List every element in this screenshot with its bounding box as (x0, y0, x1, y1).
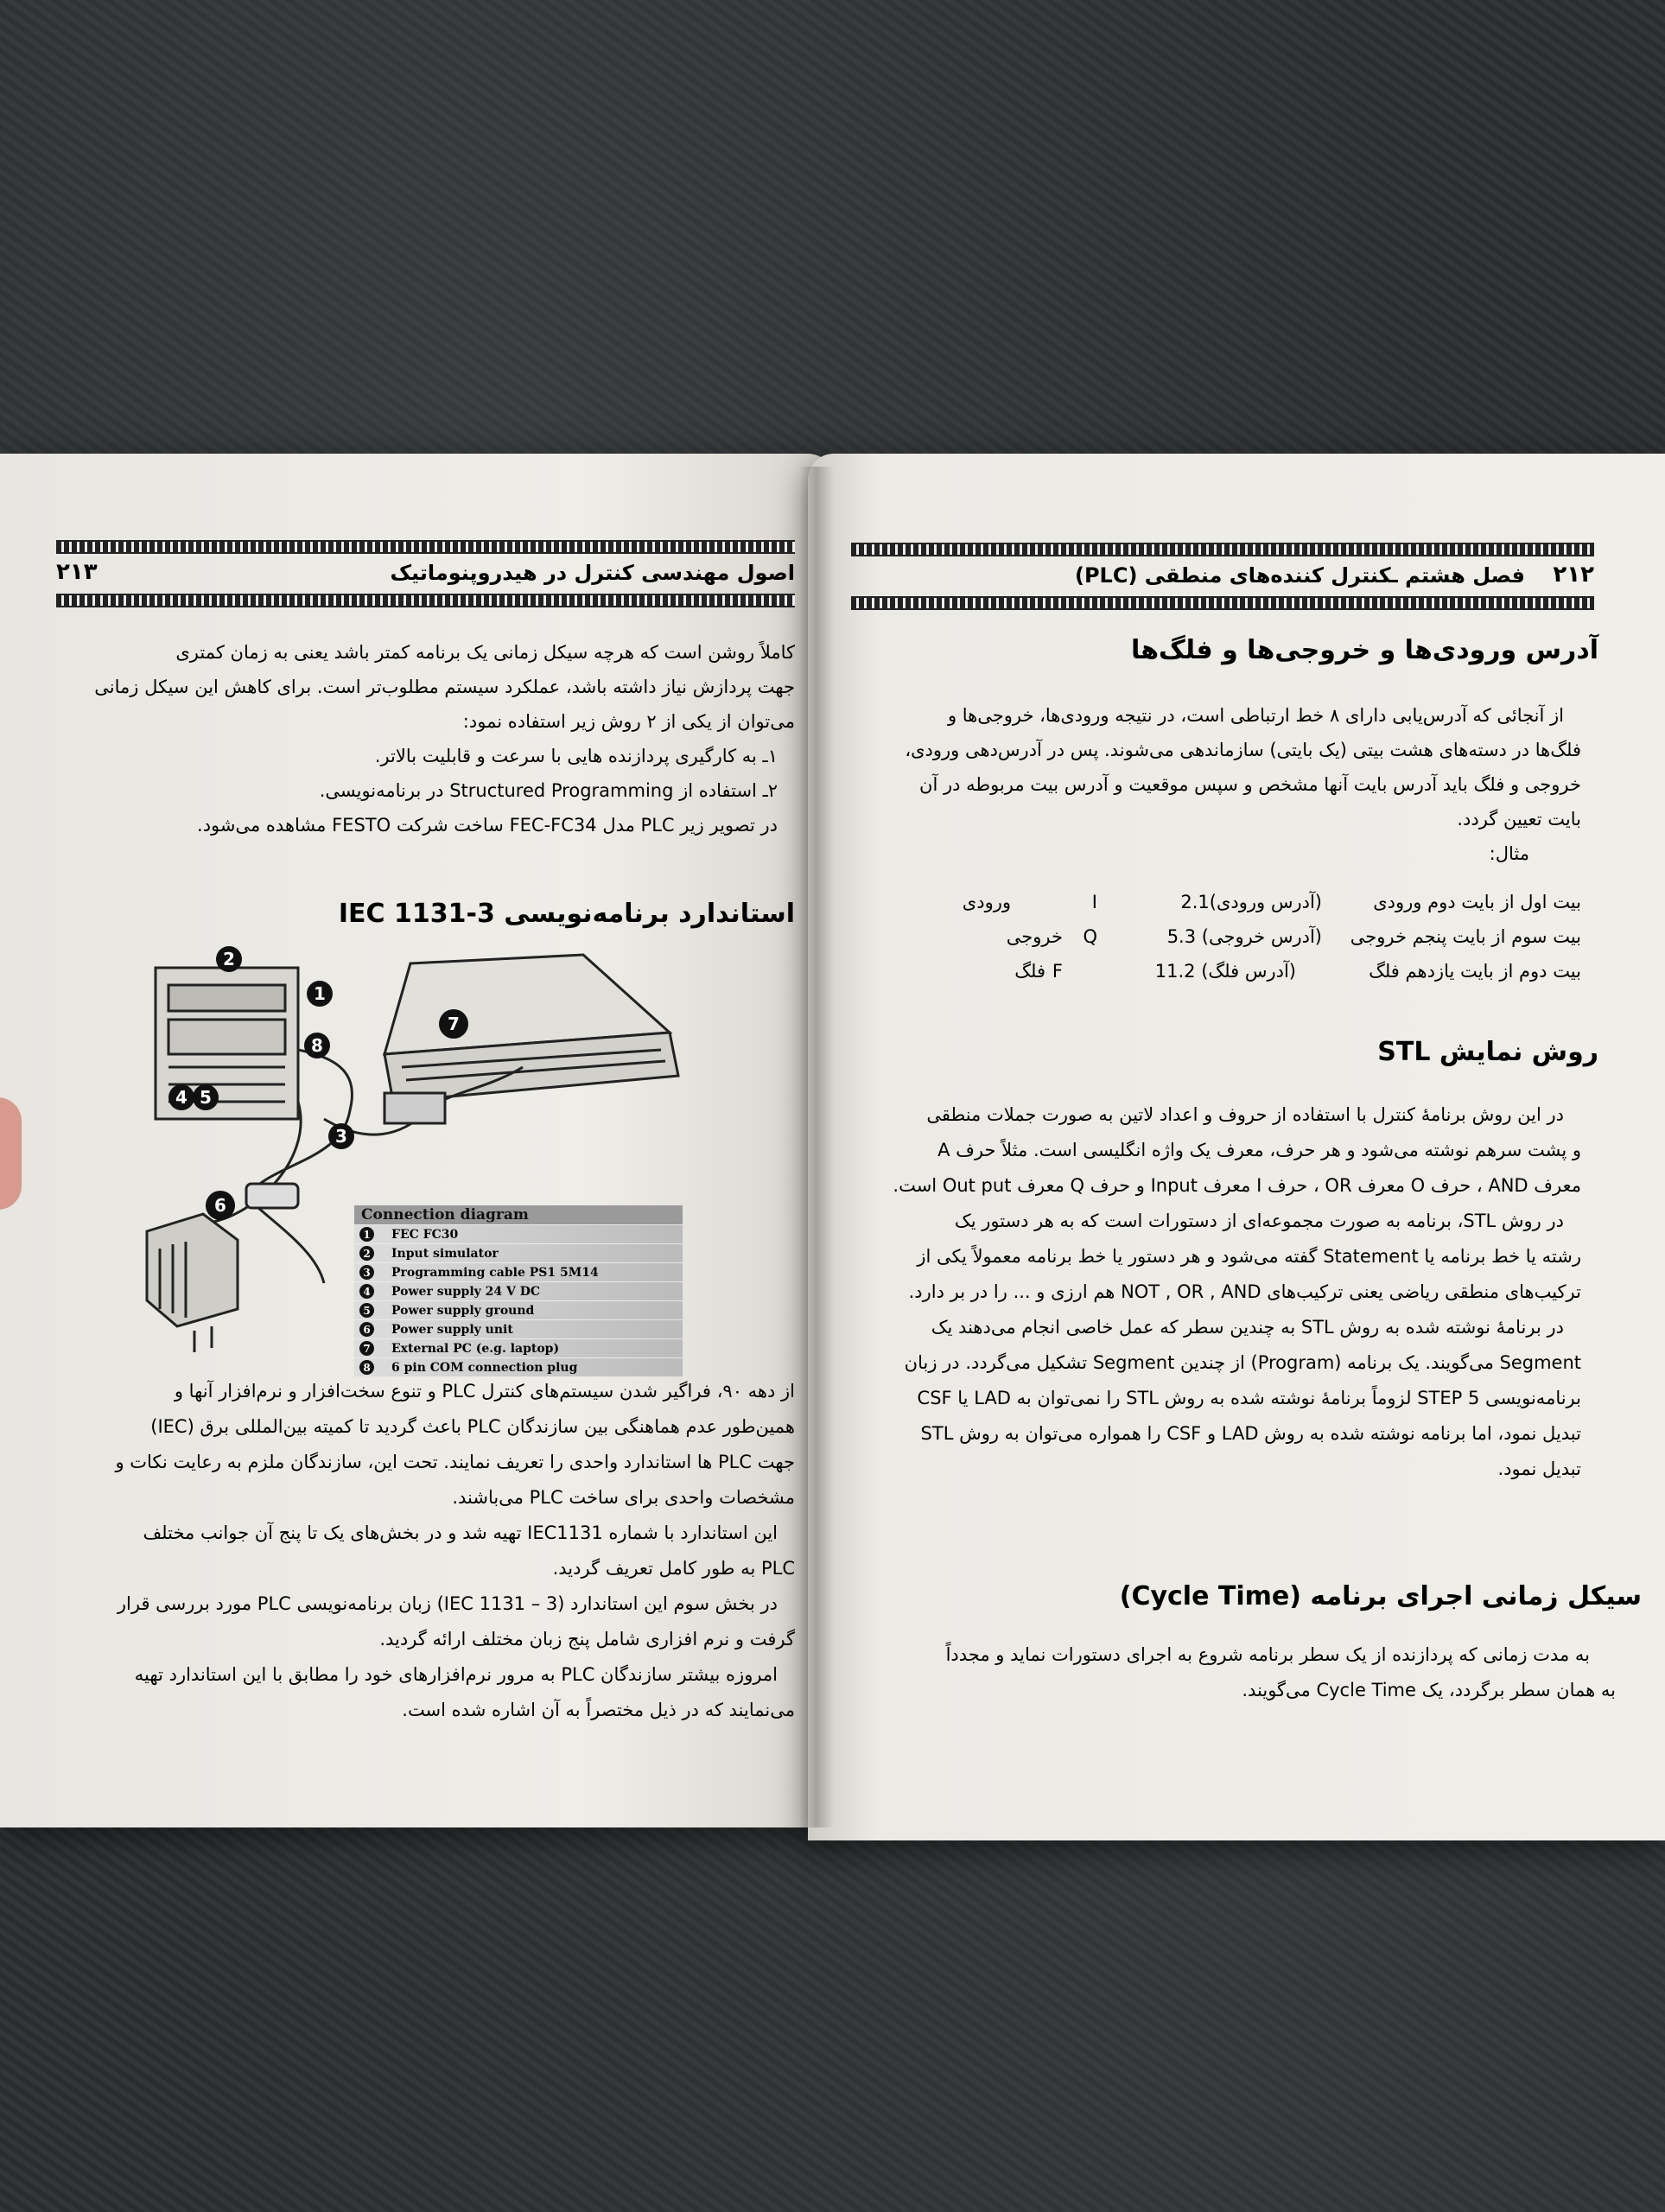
legend-title: Connection diagram (354, 1205, 683, 1224)
text-line: به مدت زمانی که پردازنده از یک سطر برنامه شروع به اجرای دستورات نماید و مجدداً (945, 1644, 1590, 1665)
text-line: در برنامهٔ نوشته شده به روش STL به چندین سطر که عمل خاصی انجام می‌دهند یک (931, 1317, 1564, 1338)
callout-5: 5 (200, 1087, 212, 1108)
text-line: همین‌طور عدم هماهنگی بین سازندگان PLC باعث گردید تا کمیته بین‌المللی برق (IEC) (150, 1416, 795, 1437)
callout-4: 4 (175, 1087, 187, 1108)
left-section-title: استاندارد برنامه‌نویسی IEC 1131-3 (338, 899, 795, 929)
address-examples (864, 892, 1581, 1004)
left-intro (56, 635, 795, 842)
text-line: معرف AND ، حرف O معرف OR ، حرف I معرف Input و حرف Q معرف Out put است. (893, 1175, 1581, 1196)
text-line: کاملاً روشن است که هرچه سیکل زمانی یک برنامه کمتر باشد یعنی به زمان کمتری (175, 642, 795, 663)
text-line: ۲ـ استفاده از Structured Programming در برنامه‌نویسی. (319, 780, 778, 801)
example-code: I (1091, 892, 1097, 912)
section1-title: آدرس ورودی‌ها و خروجی‌ها و فلگ‌ها (1130, 635, 1598, 665)
text-line: Segment می‌گویند. یک برنامه (Program) از چندین Segment تشکیل می‌گردد. در زبان (904, 1352, 1581, 1373)
example-address: (آدرس ورودی)2.1 (1180, 892, 1322, 912)
text-line: PLC به طور کامل تعریف گردید. (552, 1558, 795, 1579)
callout-2: 2 (223, 949, 235, 969)
left-body (56, 1374, 795, 1728)
section2-title: روش نمایش STL (1377, 1037, 1598, 1067)
legend-item: 6 Power supply unit (354, 1320, 683, 1338)
callout-3: 3 (335, 1126, 347, 1147)
text-line: و پشت سرهم نوشته می‌شود و هر حرف، معرف یک واژه انگلیسی است. مثلاً حرف A (937, 1140, 1581, 1160)
callout-7: 7 (448, 1014, 460, 1034)
legend-item: 4 Power supply 24 V DC (354, 1282, 683, 1300)
text-line: تبدیل نمود. (1497, 1459, 1581, 1479)
thumb (0, 1097, 22, 1210)
text-line: در روش STL، برنامه به صورت مجموعه‌ای از دستورات است که به هر دستور یک (954, 1211, 1564, 1231)
example-address: (آدرس فلگ) 11.2 (1154, 961, 1296, 982)
legend-item: 8 6 pin COM connection plug (354, 1358, 683, 1376)
text-line: تبدیل نمود، اما برنامه نوشته شده به روش LAD و CSF را همواره می‌توان به روش STL (920, 1423, 1581, 1444)
text-line: خروجی و فلگ باید آدرس بایت آنها مشخص و سپس موقعیت و آدرس بیت مربوطه در آن (919, 774, 1581, 795)
text-line: جهت پردازش نیاز داشته باشد، عملکرد سیستم مطلوب‌تر است. برای کاهش این سیکل زمانی (94, 677, 795, 697)
text-line: بایت تعیین گردد. (1457, 809, 1581, 830)
text-line: گرفت و نرم افزاری شامل پنج زبان مختلف ارائه گردید. (379, 1629, 795, 1649)
example-desc: بیت دوم از بایت یازدهم فلگ (1369, 961, 1581, 982)
text-line: می‌نمایند که در ذیل مختصراً به آن اشاره شده است. (402, 1700, 795, 1720)
text-line: ۱ـ به کارگیری پردازنده هایی با سرعت و قابلیت بالاتر. (374, 746, 778, 766)
section3-title: سیکل زمانی اجرای برنامه (Cycle Time) (1119, 1581, 1642, 1611)
example-type: ورودی (962, 892, 1011, 912)
legend-item: 2 Input simulator (354, 1244, 683, 1262)
example-address: (آدرس خروجی) 5.3 (1166, 926, 1322, 947)
legend-item: 1 FEC FC30 (354, 1225, 683, 1243)
text-line: به همان سطر برگردد، یک Cycle Time می‌گویند. (1242, 1680, 1616, 1700)
text-line: ترکیب‌های منطقی ریاضی یعنی ترکیب‌های NOT , OR , AND هم ارزی و ... را در بر دارد. (908, 1281, 1581, 1302)
callout-6: 6 (214, 1195, 226, 1216)
text-line: رشته یا خط برنامه یا Statement گفته می‌شود و هر دستور یا خط برنامه معمولاً یکی از (917, 1246, 1581, 1267)
callout-1: 1 (314, 983, 326, 1004)
connection-legend (354, 1205, 683, 1376)
text-line: در این روش برنامهٔ کنترل با استفاده از حروف و اعداد لاتین به صورت جملات منطقی (926, 1104, 1564, 1125)
right-page-header (851, 543, 1594, 610)
text-line: برنامه‌نویسی STEP 5 لزوماً برنامهٔ نوشته شده به روش STL را نمی‌توان به LAD یا CSF (917, 1388, 1581, 1408)
right-header-title: فصل هشتم ـکنترل کننده‌های منطقی (PLC) (1074, 563, 1525, 588)
right-page-number: ۲۱۲ (1553, 562, 1594, 588)
left-page-number: ۲۱۳ (56, 559, 98, 585)
left-header-title: اصول مهندسی کنترل در هیدروپنوماتیک (390, 561, 795, 585)
section2-text (855, 1097, 1581, 1487)
example-code: Q (1083, 926, 1097, 947)
example-label: مثال: (1489, 843, 1529, 864)
example-desc: بیت اول از بایت دوم ورودی (1373, 892, 1581, 912)
example-desc: بیت سوم از بایت پنجم خروجی (1350, 926, 1581, 947)
text-line: می‌توان از یکی از ۲ روش زیر استفاده نمود: (462, 711, 795, 732)
left-page-header (56, 540, 795, 607)
text-line: این استاندارد با شماره IEC1131 تهیه شد و در بخش‌های یک تا پنج آن جوانب مختلف (143, 1522, 778, 1543)
example-type: فلگ (1014, 961, 1045, 982)
text-line: در بخش سوم این استاندارد (3 – IEC 1131) زبان برنامه‌نویسی PLC مورد بررسی قرار (117, 1593, 778, 1614)
section1-text (855, 698, 1581, 871)
example-code: F (1052, 961, 1063, 982)
text-line: امروزه بیشتر سازندگان PLC به مرور نرم‌افزارهای خود را مطابق با این استاندارد تهیه (134, 1664, 778, 1685)
callout-8: 8 (311, 1035, 323, 1056)
text-line: جهت PLC ها استاندارد واحدی را تعریف نمایند. تحت این، سازندگان ملزم به رعایت نکات و (115, 1452, 795, 1472)
text-line: در تصویر زیر PLC مدل FEC-FC34 ساخت شرکت FESTO مشاهده می‌شود. (197, 815, 778, 836)
legend-item: 3 Programming cable PS1 5M14 (354, 1263, 683, 1281)
text-line: فلگ‌ها در دسته‌های هشت بیتی (یک بایتی) سازماندهی می‌شوند. پس در آدرس‌دهی ورودی، (905, 740, 1581, 760)
text-line: از دهه ۹۰، فراگیر شدن سیستم‌های کنترل PLC و تنوع سخت‌افزار و نرم‌افزار آنها و (174, 1381, 795, 1402)
legend-item: 7 External PC (e.g. laptop) (354, 1339, 683, 1357)
section3-text (855, 1637, 1616, 1708)
book-gutter (799, 467, 834, 1827)
legend-item: 5 Power supply ground (354, 1301, 683, 1319)
example-type: خروجی (1006, 926, 1063, 947)
text-line: مشخصات واحدی برای ساخت PLC می‌باشند. (452, 1487, 795, 1508)
text-line: از آنجائی که آدرس‌یابی دارای ۸ خط ارتباطی است، در نتیجه ورودی‌ها، خروجی‌ها و (947, 705, 1564, 726)
